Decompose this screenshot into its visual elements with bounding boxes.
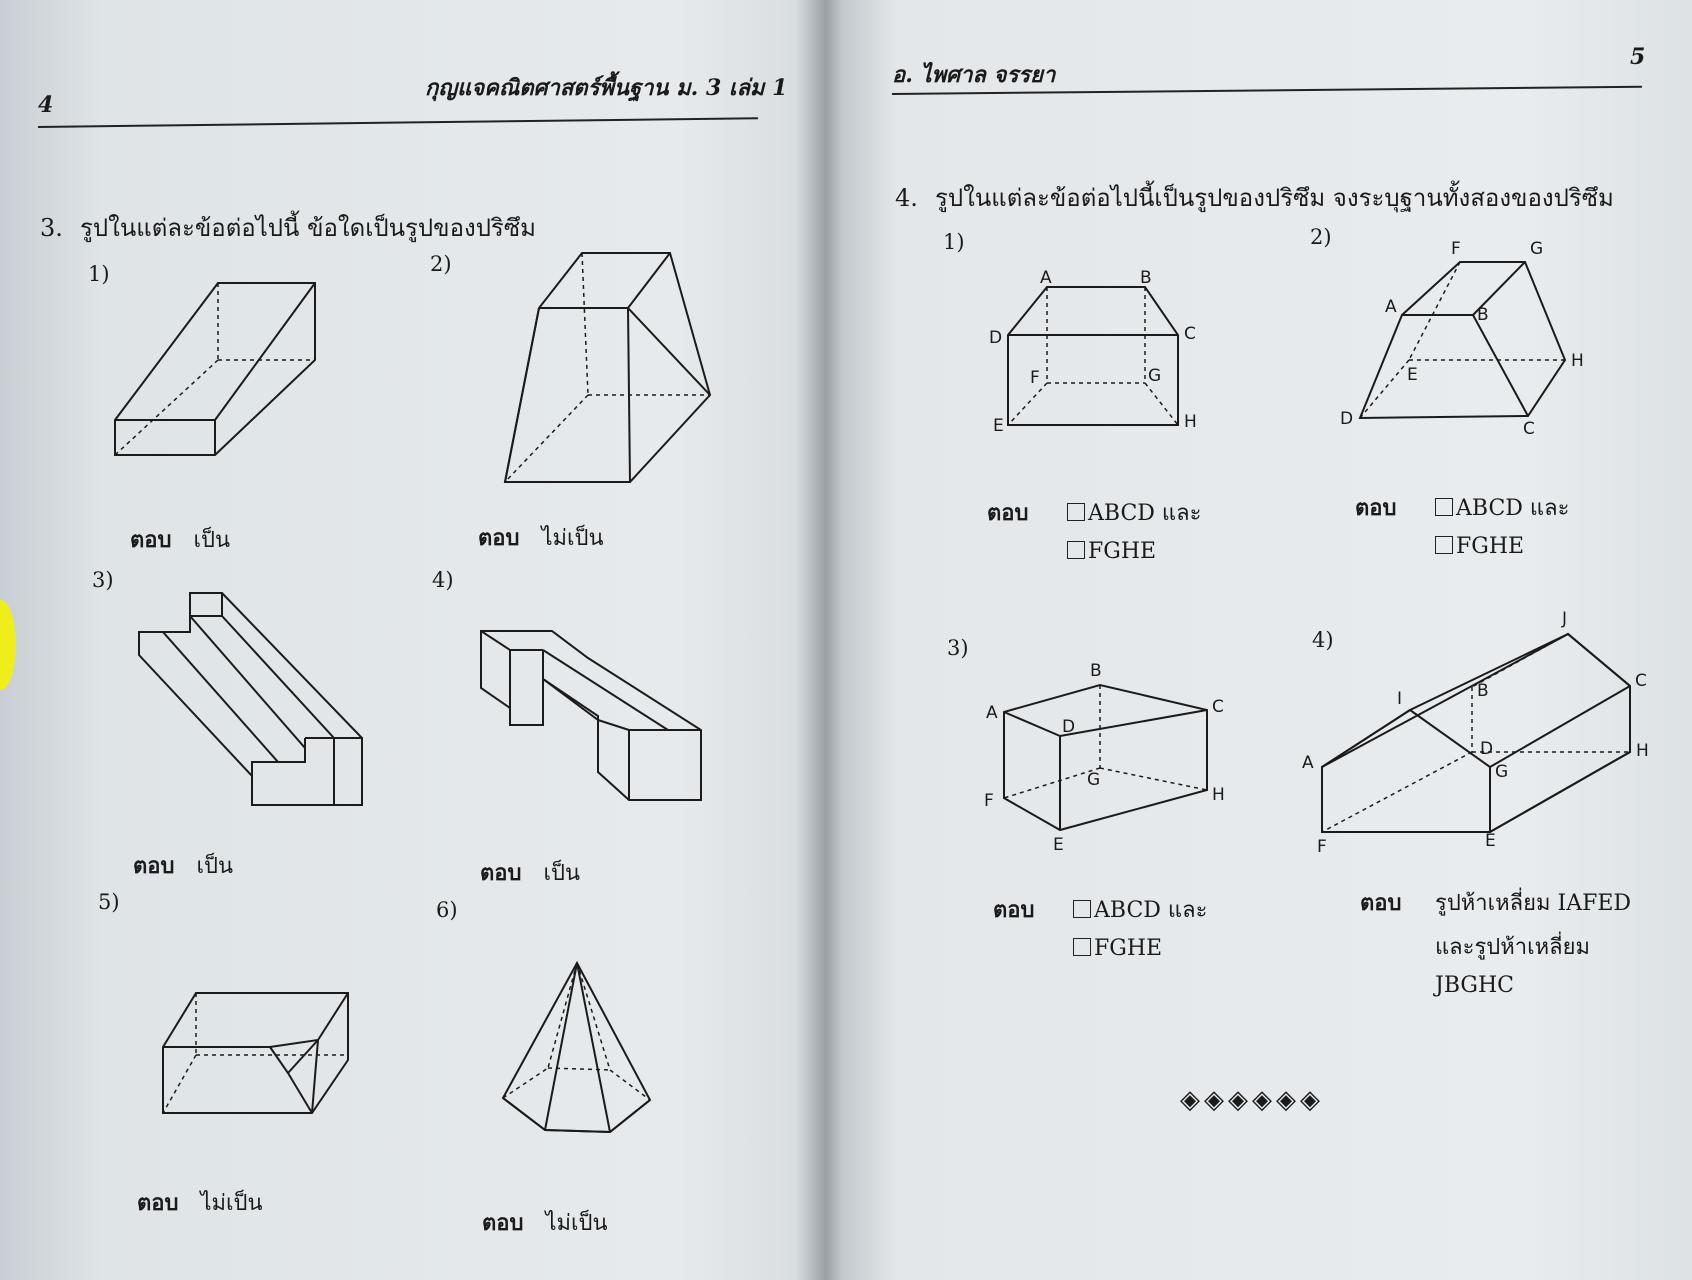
answer-line: และรูปห้าเหลี่ยม xyxy=(1435,935,1591,960)
vertex-label: D xyxy=(1340,409,1354,429)
item-label: 4) xyxy=(432,568,454,592)
vertex-label: C xyxy=(1212,697,1224,717)
vertex-label: A xyxy=(1040,268,1052,288)
running-head: อ. ไพศาล จรรยา xyxy=(892,62,1056,88)
answer-value: ไม่เป็น xyxy=(200,1191,263,1216)
figure-hook-prism xyxy=(478,628,708,808)
answer-line: FGHE xyxy=(1073,936,1162,961)
vertex-label: E xyxy=(1407,365,1418,385)
vertex-label: E xyxy=(1053,835,1064,855)
blank-box-icon xyxy=(1435,498,1453,516)
vertex-label: B xyxy=(1477,305,1489,325)
answer-key: ตอบ xyxy=(482,1210,524,1236)
item-label: 2) xyxy=(1310,225,1332,249)
vertex-label: H xyxy=(1636,741,1649,761)
answer xyxy=(130,522,230,557)
vertex-label: B xyxy=(1090,661,1102,681)
answer-line: FGHE xyxy=(1067,539,1156,564)
vertex-label: B xyxy=(1477,681,1489,701)
header-rule xyxy=(38,117,758,128)
answer-key: ตอบ xyxy=(130,527,172,553)
vertex-label: G xyxy=(1148,366,1162,386)
blank-box-icon xyxy=(1073,900,1091,918)
answer-key: ตอบ xyxy=(1355,495,1397,521)
item-label: 1) xyxy=(943,230,965,254)
vertex-label: F xyxy=(984,791,994,811)
vertex-label: G xyxy=(1087,770,1101,790)
vertex-label: F xyxy=(1451,239,1461,259)
answer-line: ABCD และ xyxy=(1073,892,1207,927)
answer-line: ABCD และ xyxy=(1435,490,1569,525)
answer-key: ตอบ xyxy=(1360,890,1402,916)
answer xyxy=(133,848,233,883)
figure-hex-prism xyxy=(1325,239,1584,440)
item-label: 1) xyxy=(88,262,110,286)
blank-box-icon xyxy=(1073,938,1091,956)
vertex-label: A xyxy=(1385,297,1397,317)
blank-box-icon xyxy=(1067,503,1085,521)
item-label: 2) xyxy=(430,252,452,276)
blank-box-icon xyxy=(1435,536,1453,554)
vertex-label: H xyxy=(1571,351,1584,371)
section-end-ornament: ◈◈◈◈◈◈ xyxy=(1180,1085,1324,1115)
figure-box-prism xyxy=(985,265,1215,445)
answer-key: ตอบ xyxy=(993,897,1035,923)
answer xyxy=(137,1185,263,1220)
page-number: 5 xyxy=(1630,44,1646,70)
answer-key: ตอบ xyxy=(987,500,1029,526)
answer-key: ตอบ xyxy=(133,853,175,879)
vertex-label: D xyxy=(1480,739,1494,759)
figure-frustum xyxy=(505,250,715,490)
question-text: รูปในแต่ละข้อต่อไปนี้เป็นรูปของปริซึม จงระบุฐานทั้งสองของปริซึม xyxy=(935,184,1614,212)
figure-slanted-prism xyxy=(115,280,345,495)
answer-value: ไม่เป็น xyxy=(545,1211,608,1236)
blank-box-icon xyxy=(1067,541,1085,559)
figure-pentagon-prism xyxy=(1300,609,1670,857)
vertex-label: F xyxy=(1030,368,1040,388)
answer-line: รูปห้าเหลี่ยม IAFED xyxy=(1435,891,1632,916)
vertex-label: C xyxy=(1523,419,1535,439)
figure-pyramid xyxy=(500,960,660,1135)
answer-line: FGHE xyxy=(1435,534,1524,559)
answer-line: ABCD และ xyxy=(1067,495,1201,530)
question-title xyxy=(895,178,1614,217)
answer-value: เป็น xyxy=(543,861,580,886)
vertex-label: G xyxy=(1495,762,1509,782)
question-text: รูปในแต่ละข้อต่อไปนี้ ข้อใดเป็นรูปของปริซึม xyxy=(80,214,536,242)
figure-trapezoid-prism xyxy=(984,660,1230,860)
answer xyxy=(478,520,604,555)
page-number: 4 xyxy=(38,92,54,118)
left-page xyxy=(0,0,820,1280)
item-label: 5) xyxy=(98,890,120,914)
vertex-label: D xyxy=(989,328,1003,348)
vertex-label: C xyxy=(1184,324,1196,344)
vertex-label: G xyxy=(1530,239,1544,259)
question-number: 3. xyxy=(40,214,63,242)
vertex-label: J xyxy=(1562,609,1568,629)
item-label: 3) xyxy=(947,636,969,660)
item-label: 6) xyxy=(436,898,458,922)
right-page xyxy=(825,0,1692,1280)
vertex-label: B xyxy=(1140,268,1152,288)
question-number: 4. xyxy=(895,184,918,212)
vertex-label: H xyxy=(1212,785,1225,805)
item-label: 3) xyxy=(92,568,114,592)
answer-line: JBGHC xyxy=(1435,973,1514,998)
item-label: 4) xyxy=(1312,628,1334,652)
vertex-label: E xyxy=(993,416,1004,436)
vertex-label: H xyxy=(1184,412,1197,432)
answer xyxy=(480,855,580,890)
vertex-label: I xyxy=(1397,689,1403,709)
figure-step-prism xyxy=(135,590,370,810)
answer-key: ตอบ xyxy=(480,860,522,886)
answer-value: เป็น xyxy=(196,854,233,879)
answer xyxy=(482,1205,608,1240)
answer-value: เป็น xyxy=(193,528,230,553)
answer-value: ไม่เป็น xyxy=(541,526,604,551)
question-title xyxy=(40,208,536,247)
vertex-label: A xyxy=(986,703,998,723)
answer-key: ตอบ xyxy=(137,1190,179,1216)
vertex-label: C xyxy=(1635,671,1647,691)
running-head: กุญแจคณิตศาสตร์พื้นฐาน ม. 3 เล่ม 1 xyxy=(425,75,788,101)
figure-notched-box xyxy=(160,985,360,1120)
vertex-label: A xyxy=(1302,753,1314,773)
vertex-label: F xyxy=(1317,837,1327,857)
vertex-label: E xyxy=(1485,831,1496,851)
vertex-label: D xyxy=(1062,717,1076,737)
answer-key: ตอบ xyxy=(478,525,520,551)
